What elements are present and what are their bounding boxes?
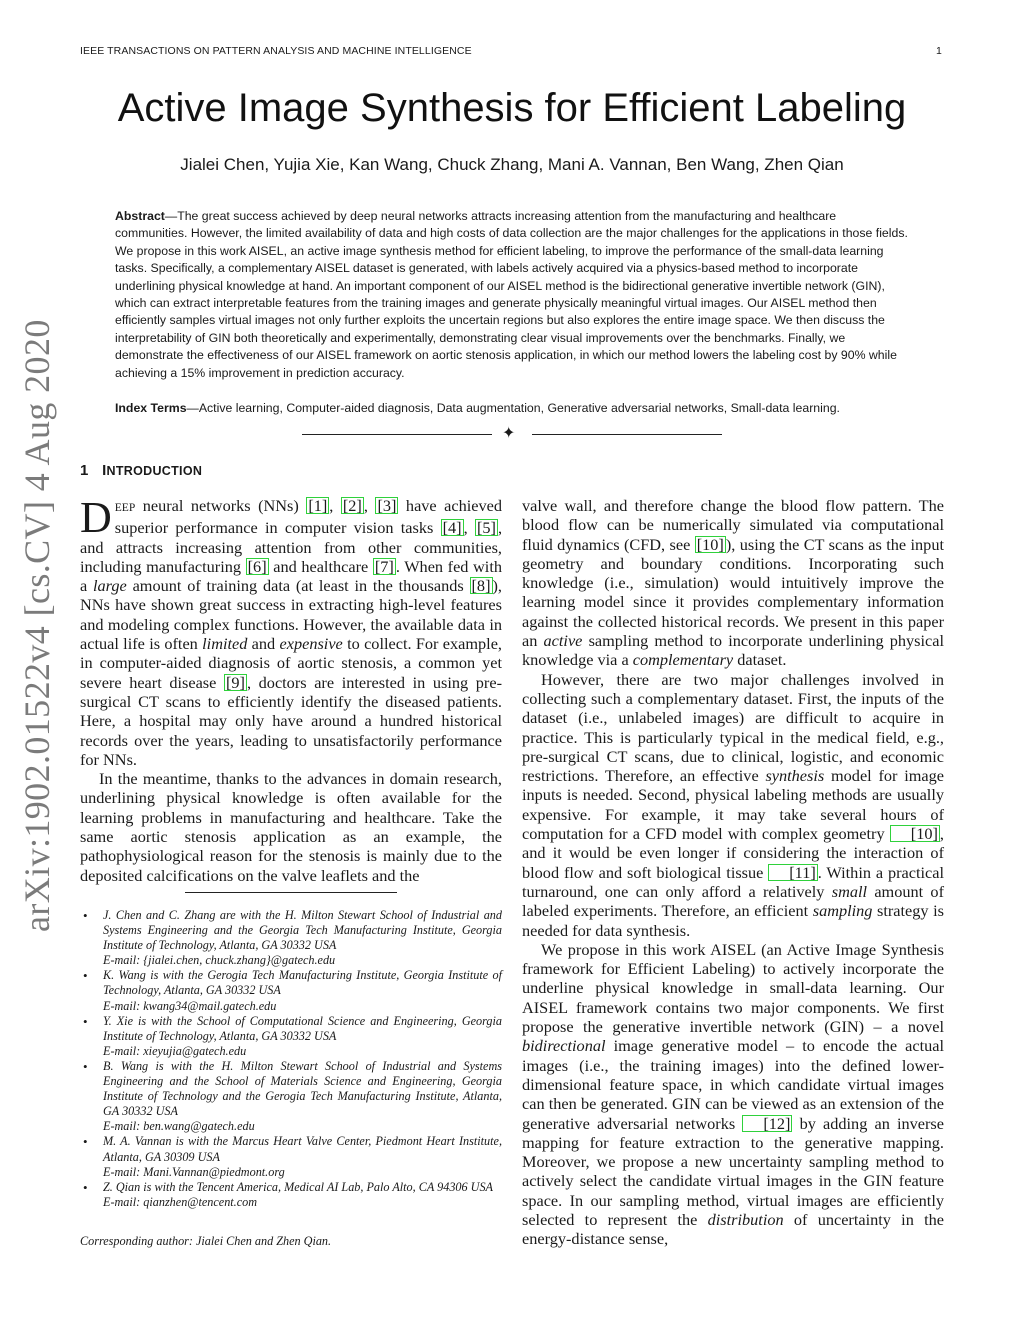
emphasis-text: active bbox=[543, 631, 583, 651]
abstract-text: —The great success achieved by deep neural networks attracts increasing attention from the manufacturing and healthcare communities. However, the limited availability of data and high costs of data collection are the major challenges for the applications in those fields. We propose in this work AISEL, an active image synthesis method for efficient labeling, to improve the performance of the small-data learning tasks. Specifically, a complementary AISEL dataset is generated, with labels actively acquired via a physics-based method to incorporate underlining physical knowledge at hand. An important component of our AISEL method is the bidirectional generative invertible network (GIN), which can extract interpretable features from the training images and generate physically meaningful virtual images. Our AISEL method then efficiently samples virtual images not only further exploits the uncertain regions but also explores the entire image space. We then discuss the interpretability of GIN both theoretically and experimentally, demonstrating clear visual improvements over the benchmarks. Finally, we demonstrate the effectiveness of our AISEL framework on aortic stenosis application, in which our method lowers the labeling cost by 90% while achieving a 15% improvement in prediction accuracy. bbox=[115, 209, 908, 380]
text-run: , bbox=[463, 518, 475, 538]
divider-line-right bbox=[532, 434, 722, 435]
text-run: to collect. For example, in computer-aided diagnosis of aortic stenosis, a common yet severe heart disease bbox=[80, 634, 502, 692]
footnote-item: • B. Wang is with the H. Milton Stewart School of Industrial and Systems Engineering and the School of Materials Science and Engineering, Georgia Institute of Technology and the Gerogia Tech Manufacturing Institute, Atlanta, GA 30332 USA E-mail: ben.wang@gatech.edu bbox=[80, 1059, 502, 1134]
emphasis-text: complementary bbox=[632, 650, 734, 670]
section-heading-introduction bbox=[80, 462, 202, 479]
text-run: , doctors are interested in using pre-surgical CT scans to efficiently identify the diseased patients. Here, a hospital may only have around a hundred historical records over the years, leading to unsatisfactorily performance for NNs. bbox=[80, 672, 502, 769]
corresponding-author-note: Corresponding author: Jialei Chen and Zhen Qian. bbox=[80, 1234, 332, 1248]
text-run: amount of training data (at least in the thousands bbox=[126, 576, 470, 596]
paper-title: Active Image Synthesis for Efficient Labeling bbox=[117, 86, 907, 130]
emphasis-text: bidirectional bbox=[522, 1036, 606, 1056]
body-column-left bbox=[80, 493, 503, 885]
index-terms-text: —Active learning, Computer-aided diagnosis, Data augmentation, Generative adversarial networks, Small-data learning. bbox=[186, 401, 840, 415]
citation-link[interactable]: [7] bbox=[374, 556, 394, 576]
citation-link[interactable]: [3] bbox=[377, 496, 397, 515]
text-run: amount of labeled experiments. Therefore, an efficient bbox=[522, 881, 944, 921]
intro-paragraph-2: In the meantime, thanks to the advances in domain research, underlining physical knowledge is often available for the learning problems in manufacturing and healthcare. Take the same aortic stenosis application as an example, the pathophysiological reason for the stenosis is mainly due to the deposited calcifications on the valve leaflets and the bbox=[80, 769, 502, 885]
author-list: Jialei Chen, Yujia Xie, Kan Wang, Chuck Zhang, Mani A. Vannan, Ben Wang, Zhen Qian bbox=[180, 155, 844, 174]
citation-link[interactable]: [10] bbox=[890, 825, 940, 842]
affiliation-footnotes bbox=[80, 908, 502, 1210]
citation-link[interactable]: [5] bbox=[476, 518, 496, 538]
citation-link[interactable]: [9] bbox=[225, 672, 245, 692]
journal-running-head: IEEE TRANSACTIONS ON PATTERN ANALYSIS AND MACHINE INTELLIGENCE bbox=[80, 45, 472, 57]
citation-link[interactable]: [1] bbox=[308, 496, 328, 515]
intro-paragraph-1 bbox=[80, 493, 503, 769]
section-title-rest: NTRODUCTION bbox=[106, 464, 203, 478]
section-number: 1 bbox=[80, 462, 89, 479]
text-run: by adding an inverse mapping for feature extraction to the generative mapping. Moreover, we propose a new uncertainty sampling method to actively select the candidate virtual images in the GIN feature space. In our sampling method, virtual images are efficiently selected to represent the bbox=[522, 1113, 944, 1229]
section-title-initial: I bbox=[102, 462, 107, 479]
divider-line-left bbox=[302, 434, 492, 435]
text-run: model for image inputs is needed. Second, physical labeling methods are usually expensive. For example, it may take several hours of computation for a CFD model with complex geometry bbox=[522, 766, 944, 844]
citation-link[interactable]: [2] bbox=[342, 496, 362, 515]
text-run: dataset. bbox=[733, 650, 787, 670]
text-run: , bbox=[329, 496, 341, 515]
text-run: . When fed with a bbox=[80, 556, 502, 596]
citation-link[interactable]: [11] bbox=[768, 864, 818, 881]
footnote-item: • J. Chen and C. Zhang are with the H. Milton Stewart School of Industrial and Systems Engineering and the Georgia Tech Manufacturing Institute, Georgia Institute of Technology, Atlanta, GA 30332 USA E-mail: {jialei.chen, chuck.zhang}@gatech.edu bbox=[80, 908, 502, 968]
dropcap-letter: D bbox=[80, 493, 112, 542]
arxiv-stamp-text[interactable]: arXiv:1902.01522v4 [cs.CV] 4 Aug 2020 bbox=[17, 319, 57, 932]
text-run: of uncertainty in the energy-distance sense, bbox=[522, 1209, 944, 1249]
text-run: and bbox=[247, 634, 280, 654]
text-run: , and attracts increasing attention from other communities, including manufacturing bbox=[80, 518, 503, 576]
emphasis-text: expensive bbox=[279, 634, 343, 654]
emphasis-text: synthesis bbox=[765, 766, 825, 786]
text-run: image generative model – to encode the actual images (i.e., the training images) into the defined lower-dimensional feature space, in which candidate virtual images can then be generated. GIN can be viewed as an extension of the generative adversarial networks bbox=[522, 1036, 944, 1133]
text-run: valve wall, and therefore change the blood flow pattern. The blood flow can be numerically simulated via computational fluid dynamics (CFD, see bbox=[522, 496, 944, 554]
citation-link[interactable]: [10] bbox=[696, 534, 724, 554]
text-run: However, there are two major challenges involved in collecting such a complementary dataset. First, the inputs of the dataset (i.e., unlabeled images) are difficult to acquire in practice. This is particularly typical in the medical field, e.g., pre-surgical CT scans, due to clinical, logistic, and economic restrictions. Therefore, an effective bbox=[522, 669, 944, 786]
divider-ornament-icon: ✦ bbox=[502, 425, 516, 442]
text-run: , bbox=[363, 496, 376, 515]
body-column-right bbox=[522, 496, 944, 1249]
footnote-item: • M. A. Vannan is with the Marcus Heart Valve Center, Piedmont Heart Institute, Atlanta, GA 30309 USA E-mail: Mani.Vannan@piedmont.org bbox=[80, 1134, 502, 1179]
dropcap-rest: EEP bbox=[114, 502, 136, 514]
citation-link[interactable]: [4] bbox=[442, 518, 462, 538]
intro-paragraph-4 bbox=[522, 670, 944, 940]
index-terms-label: Index Terms bbox=[115, 401, 187, 415]
footnote-item: • K. Wang is with the Gerogia Tech Manufacturing Institute, Georgia Institute of Technology, Atlanta, GA 30332 USA E-mail: kwang34@mail.gatech.edu bbox=[80, 968, 502, 1013]
text-run: sampling method to incorporate underlining physical knowledge via a bbox=[522, 631, 944, 670]
intro-paragraph-5 bbox=[522, 940, 944, 1249]
text-run: strategy is needed for data synthesis. bbox=[522, 901, 944, 940]
citation-link[interactable]: [6] bbox=[247, 556, 267, 576]
footnote-rule bbox=[185, 892, 397, 893]
emphasis-text: distribution bbox=[707, 1209, 784, 1229]
intro-paragraph-3 bbox=[522, 496, 944, 670]
emphasis-text: small bbox=[831, 881, 868, 901]
text-run: ), using the CT scans as the input geometry and boundary conditions. Incorporating such knowledge (i.e., simulation) would intuitively improve the learning model since it provides complementary information against the collected historical records. We present in this paper an bbox=[522, 534, 944, 651]
footnote-item: • Z. Qian is with the Tencent America, Medical AI Lab, Palo Alto, CA 94306 USA E-mail: qianzhen@tencent.com bbox=[80, 1180, 502, 1210]
citation-link[interactable]: [12] bbox=[742, 1115, 792, 1132]
text-run: have achieved superior performance in computer vision tasks bbox=[114, 496, 503, 538]
text-run: . Within a practical turnaround, one can only afford a relatively bbox=[522, 862, 944, 901]
abstract bbox=[115, 208, 910, 382]
text-run: and healthcare bbox=[268, 556, 373, 576]
text-run: , and it would be even longer if considering the interaction of blood flow and soft biological tissue bbox=[522, 824, 944, 882]
page-number: 1 bbox=[936, 45, 942, 57]
abstract-label: Abstract bbox=[115, 209, 165, 223]
emphasis-text: large bbox=[93, 576, 127, 596]
emphasis-text: limited bbox=[202, 634, 248, 654]
footnote-item: • Y. Xie is with the School of Computational Science and Engineering, Georgia Institute of Technology, Atlanta, GA 30332 USA E-mail: xieyujia@gatech.edu bbox=[80, 1014, 502, 1059]
text-run: neural networks (NNs) bbox=[135, 496, 307, 515]
citation-link[interactable]: [8] bbox=[471, 576, 491, 596]
index-terms bbox=[115, 400, 910, 417]
emphasis-text: sampling bbox=[812, 901, 873, 921]
text-run: ), NNs have shown great success in extracting high-level features and modeling complex functions. However, the available data in actual life is often bbox=[80, 576, 502, 654]
text-run: We propose in this work AISEL (an Active Image Synthesis framework for Efficient Labeling) to actively incorporate the underline physical knowledge in small-data learning. Our AISEL framework contains two major components. We first propose the generative invertible network (GIN) – a novel bbox=[522, 939, 944, 1037]
